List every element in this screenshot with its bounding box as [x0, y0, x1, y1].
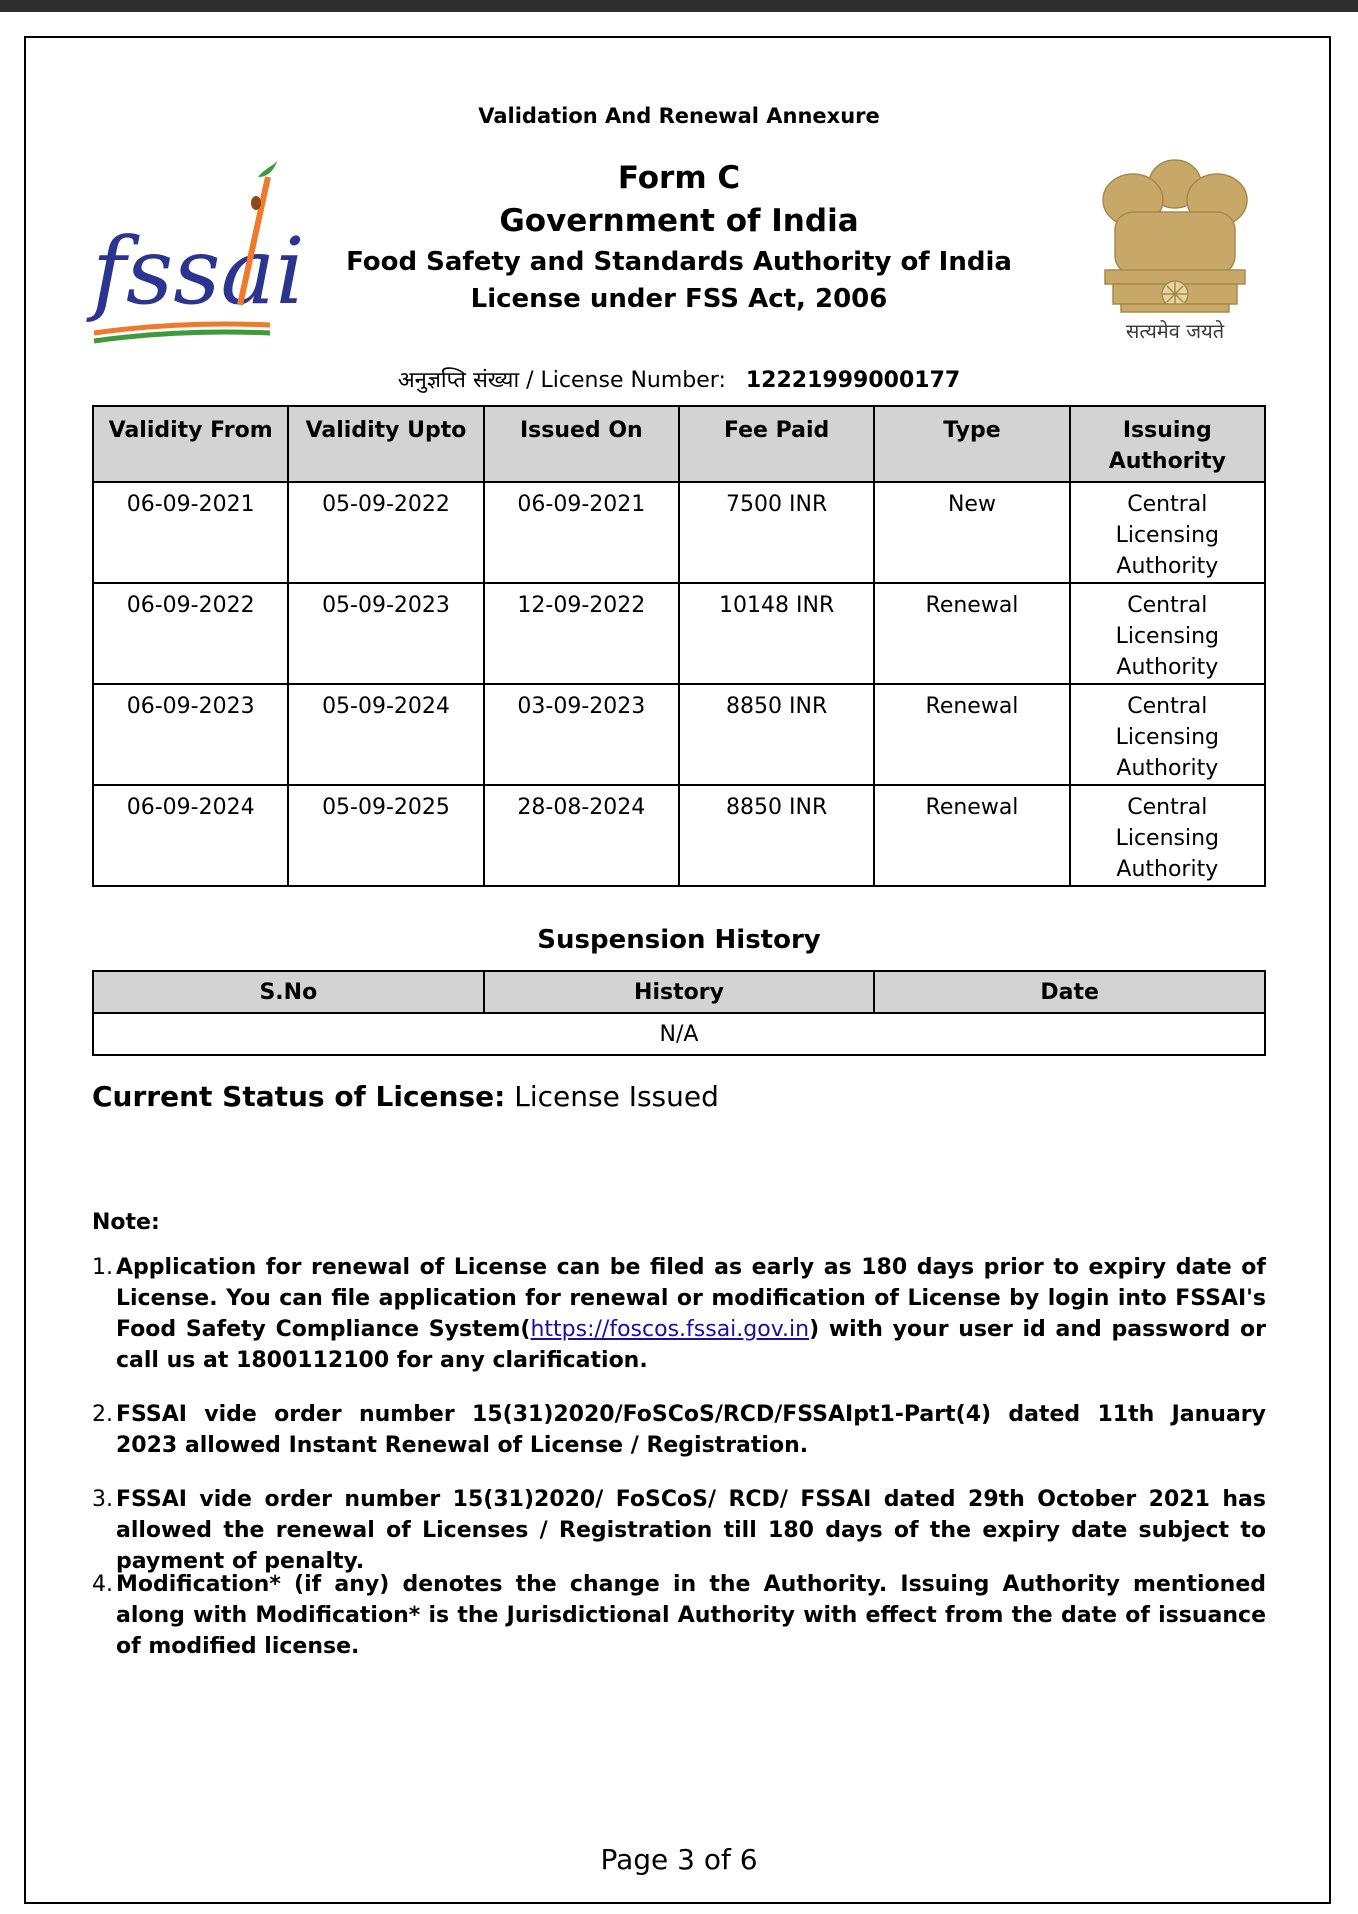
validity-table — [92, 405, 1266, 887]
note-text: FSSAI vide order number 15(31)2020/ FoSCoS/ RCD/ FSSAI dated 29th October 2021 has allowed the renewal of Licenses / Registration till 180 days of the expiry date subject to payment of penalty. — [116, 1487, 1266, 1574]
col-type: Type — [874, 406, 1069, 482]
cell-validity-from: 06-09-2022 — [93, 583, 288, 684]
cell-issued-on: 12-09-2022 — [484, 583, 679, 684]
col-issued-on: Issued On — [484, 406, 679, 482]
emblem-motto: सत्यमेव जयते — [1125, 319, 1225, 343]
cell-fee-paid: 8850 INR — [679, 785, 874, 886]
col-sno: S.No — [93, 971, 484, 1013]
status-label: Current Status of License: — [92, 1080, 506, 1113]
col-history: History — [484, 971, 875, 1013]
foscos-link[interactable]: https://foscos.fssai.gov.in — [530, 1317, 810, 1342]
status-value: License Issued — [514, 1080, 719, 1113]
license-number-line — [0, 364, 1358, 394]
note-text: Modification* (if any) denotes the change in the Authority. Issuing Authority mentioned along with Modification* is the Jurisdictional Authority with effect from the date of issuance of modified license. — [116, 1572, 1266, 1659]
cell-type: Renewal — [874, 785, 1069, 886]
cell-type: Renewal — [874, 684, 1069, 785]
license-number-label: अनुज्ञप्ति संख्या / License Number: — [397, 368, 726, 393]
cell-issued-on: 28-08-2024 — [484, 785, 679, 886]
col-issuing-authority: Issuing Authority — [1070, 406, 1265, 482]
cell-issued-on: 03-09-2023 — [484, 684, 679, 785]
cell-issuing-authority: Central Licensing Authority — [1070, 785, 1265, 886]
note-text: FSSAI vide order number 15(31)2020/FoSCoS/RCD/FSSAIpt1-Part(4) dated 11th January 2023 allowed Instant Renewal of License / Registration. — [116, 1402, 1266, 1458]
cell-validity-upto: 05-09-2025 — [288, 785, 483, 886]
note-number: 4. — [92, 1572, 113, 1597]
table-row — [93, 583, 1265, 684]
cell-fee-paid: 7500 INR — [679, 482, 874, 583]
license-number-value: 12221999000177 — [745, 368, 961, 393]
note-item-2 — [92, 1399, 1266, 1461]
government-title: Government of India — [499, 203, 859, 239]
form-title: Form C — [617, 160, 741, 196]
validity-header-row — [93, 406, 1265, 482]
suspension-table — [92, 970, 1266, 1056]
cell-validity-from: 06-09-2021 — [93, 482, 288, 583]
note-number: 2. — [92, 1402, 113, 1427]
table-row — [93, 785, 1265, 886]
cell-issuing-authority: Central Licensing Authority — [1070, 482, 1265, 583]
table-row — [93, 1013, 1265, 1055]
act-title: License under FSS Act, 2006 — [470, 284, 888, 314]
cell-fee-paid: 10148 INR — [679, 583, 874, 684]
table-row — [93, 684, 1265, 785]
note-item-1 — [92, 1252, 1266, 1376]
cell-validity-upto: 05-09-2024 — [288, 684, 483, 785]
suspension-history-title: Suspension History — [537, 925, 821, 955]
cell-fee-paid: 8850 INR — [679, 684, 874, 785]
cell-validity-upto: 05-09-2022 — [288, 482, 483, 583]
note-text: Application for renewal of License can be filed as early as 180 days prior to expiry date of License. You can file application for renewal or modification of License by login into FSSAI's Food Safety Compliance System(https://foscos.fssai.gov.in) with your user id and password or call us at 1800112100 for any clarification. — [116, 1255, 1266, 1373]
col-date: Date — [874, 971, 1265, 1013]
note-item-3 — [92, 1484, 1266, 1577]
col-validity-upto: Validity Upto — [288, 406, 483, 482]
cell-validity-from: 06-09-2024 — [93, 785, 288, 886]
note-item-4 — [92, 1569, 1266, 1662]
note-number: 3. — [92, 1487, 113, 1512]
cell-issuing-authority: Central Licensing Authority — [1070, 684, 1265, 785]
note-number: 1. — [92, 1255, 113, 1280]
note-label: Note: — [92, 1210, 160, 1235]
annexure-title: Validation And Renewal Annexure — [478, 104, 880, 128]
cell-validity-from: 06-09-2023 — [93, 684, 288, 785]
col-fee-paid: Fee Paid — [679, 406, 874, 482]
cell-validity-upto: 05-09-2023 — [288, 583, 483, 684]
cell-issuing-authority: Central Licensing Authority — [1070, 583, 1265, 684]
authority-title: Food Safety and Standards Authority of India — [346, 247, 1012, 277]
table-row — [93, 482, 1265, 583]
page-number: Page 3 of 6 — [600, 1843, 758, 1876]
suspension-header-row — [93, 971, 1265, 1013]
cell-issued-on: 06-09-2021 — [484, 482, 679, 583]
license-status — [92, 1080, 719, 1113]
viewer-top-bar — [0, 0, 1358, 12]
col-validity-from: Validity From — [93, 406, 288, 482]
suspension-empty-cell: N/A — [93, 1013, 1265, 1055]
cell-type: Renewal — [874, 583, 1069, 684]
fssai-logo-text: fssai — [92, 218, 305, 325]
cell-type: New — [874, 482, 1069, 583]
